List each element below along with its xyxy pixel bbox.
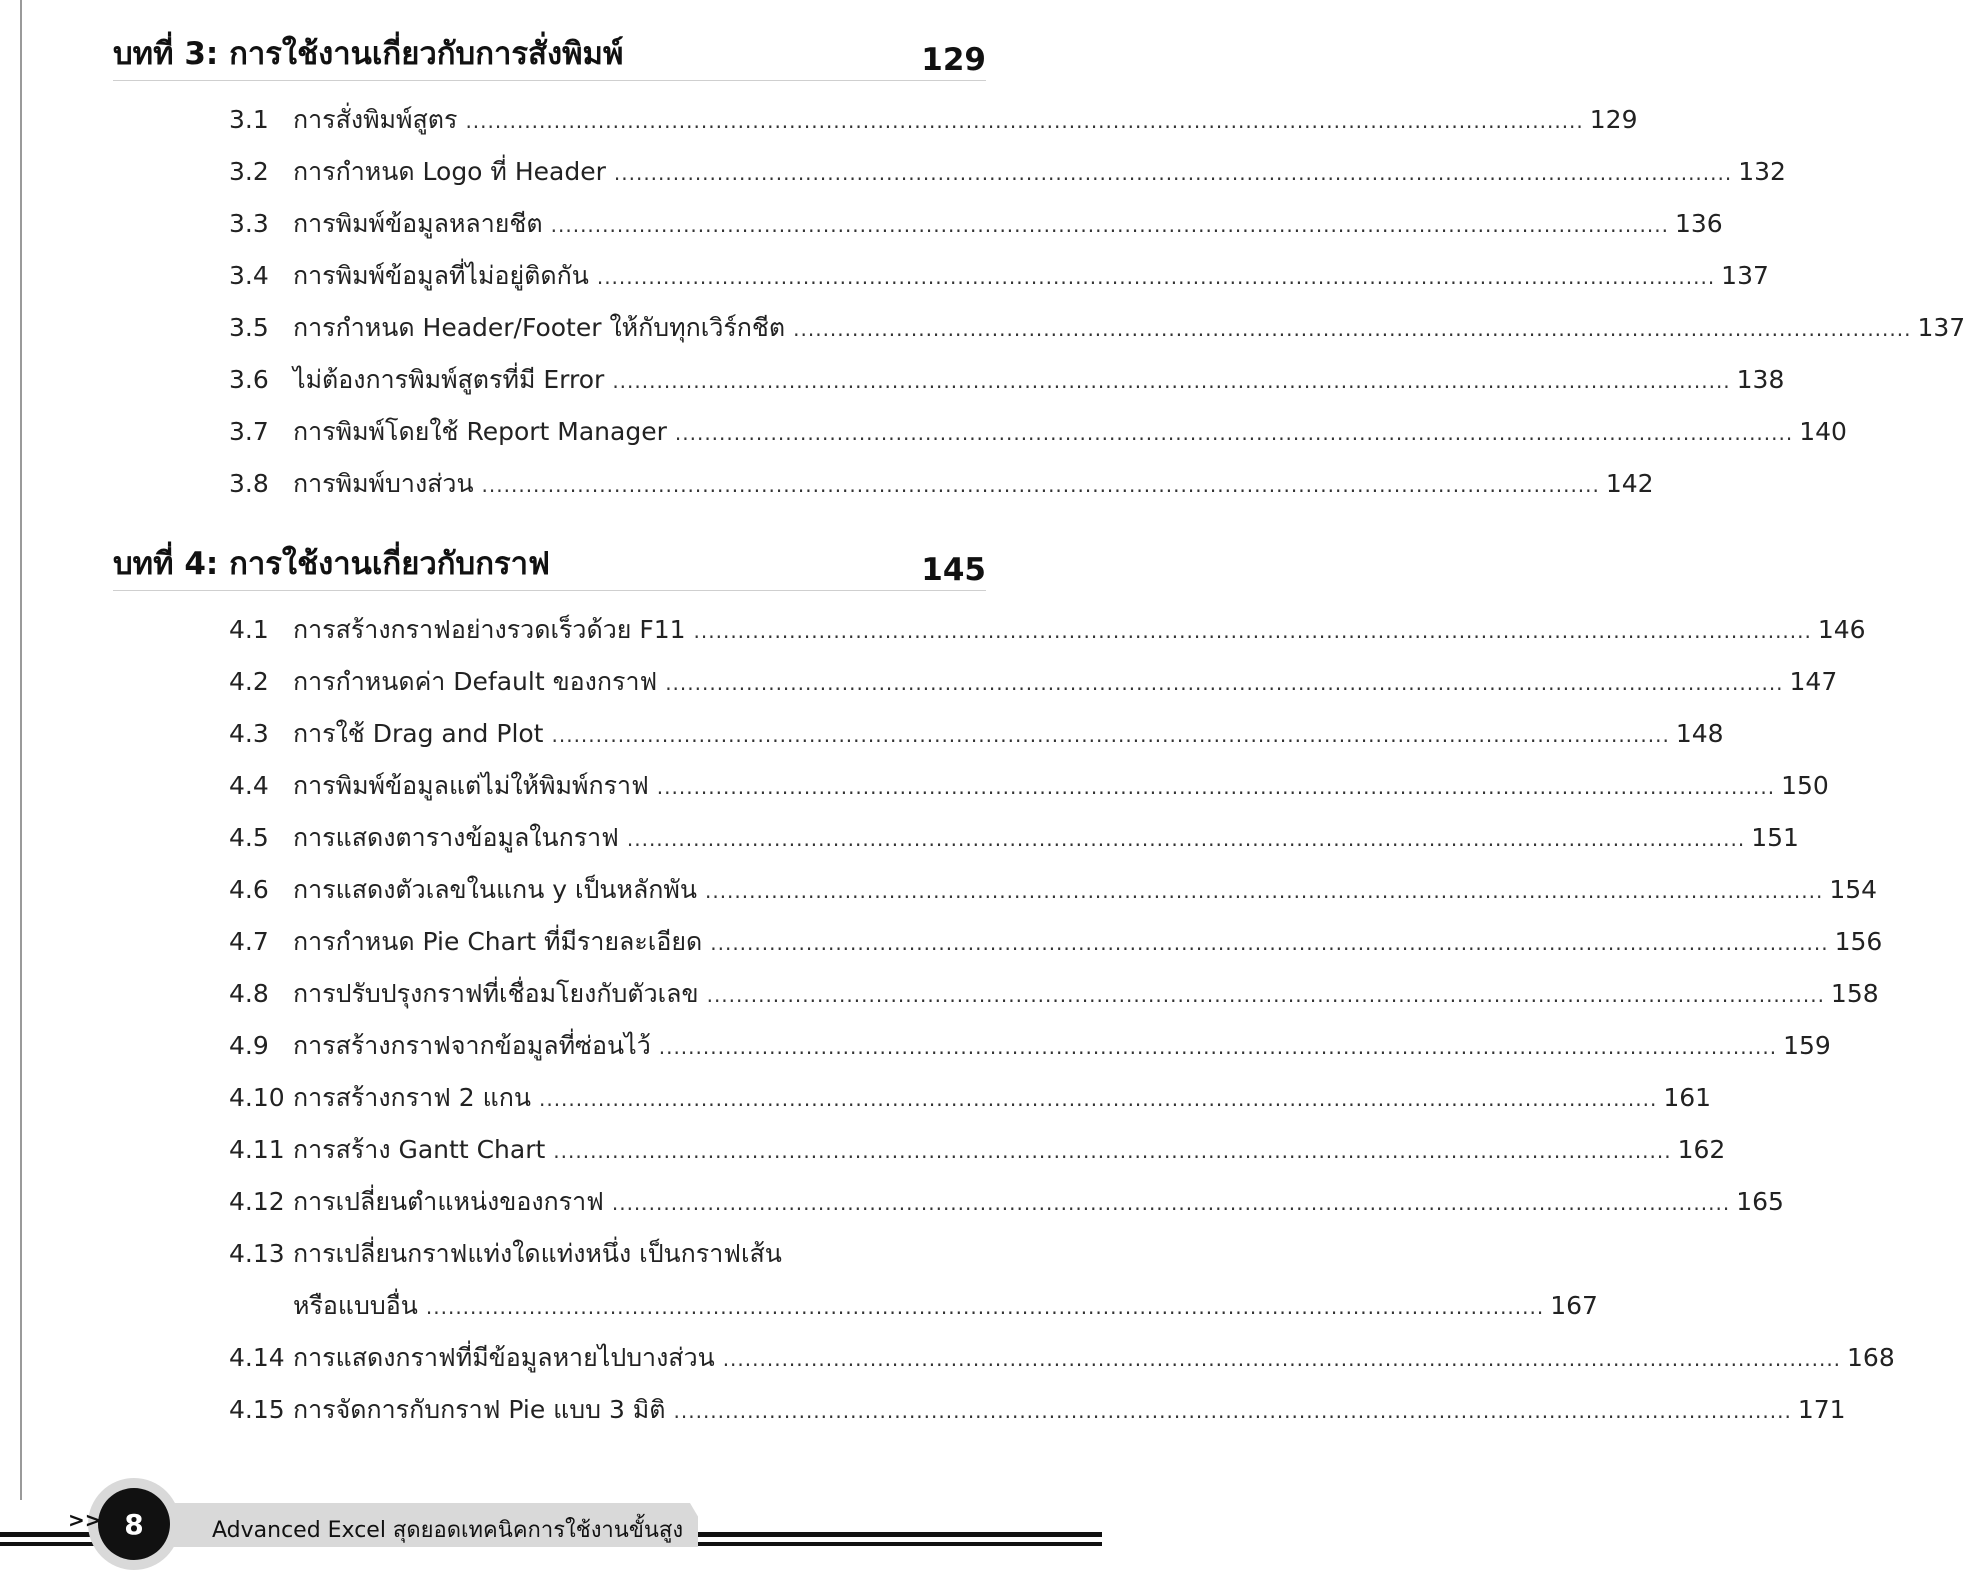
entry-number: 4.6	[229, 875, 269, 904]
dot-leader: ........................................................................................................................................................	[465, 109, 1584, 133]
entry-number: 4.12	[229, 1187, 285, 1216]
entry-title-continued: หรือแบบอื่น	[293, 1291, 418, 1320]
entry-page: 154	[1829, 875, 1878, 904]
entry-title: การแสดงตารางข้อมูลในกราฟ	[293, 823, 619, 852]
toc-entry[interactable]	[229, 152, 1786, 192]
toc-entry[interactable]	[229, 766, 1829, 806]
entry-page: 161	[1663, 1083, 1712, 1112]
entry-page: 156	[1834, 927, 1883, 956]
entry-page: 167	[1550, 1291, 1598, 1320]
dot-leader: ........................................................................................................................................................	[793, 317, 1912, 341]
entry-number: 3.8	[229, 469, 269, 498]
entry-title: การกำหนด Header/Footer ให้กับทุกเวิร์กชีต	[293, 313, 786, 342]
dot-leader: ........................................................................................................................................................	[481, 473, 1600, 497]
entry-title: การสร้างกราฟ 2 แกน	[293, 1083, 531, 1112]
dot-leader: ........................................................................................................................................................	[551, 723, 1670, 747]
dot-leader: ........................................................................................................................................................	[613, 161, 1733, 185]
entry-title: การพิมพ์ข้อมูลแต่ไม่ให้พิมพ์กราฟ	[293, 771, 649, 800]
entry-page: 137	[1917, 313, 1965, 342]
toc-entry[interactable]	[229, 100, 1638, 140]
entry-number: 4.7	[229, 927, 269, 956]
entry-number: 4.9	[229, 1031, 269, 1060]
entry-number: 3.2	[229, 157, 269, 186]
entry-page: 147	[1789, 667, 1838, 696]
entry-title: การพิมพ์ข้อมูลหลายชีต	[293, 209, 543, 238]
entry-page: 140	[1799, 417, 1847, 446]
entry-number: 4.2	[229, 667, 269, 696]
chapter-4-heading	[113, 540, 986, 591]
toc-entry[interactable]	[229, 308, 1965, 348]
toc-entry[interactable]	[229, 1234, 985, 1274]
entry-number: 3.4	[229, 261, 269, 290]
dot-leader: ........................................................................................................................................................	[722, 1347, 1842, 1371]
dot-leader: ........................................................................................................................................................	[704, 879, 1824, 903]
footer-book-title: Advanced Excel สุดยอดเทคนิคการใช้งานขั้นสูง	[212, 1518, 684, 1543]
toc-entry[interactable]	[229, 204, 1723, 244]
entry-page: 151	[1751, 823, 1799, 852]
dot-leader: ........................................................................................................................................................	[550, 213, 1669, 237]
entry-title: การกำหนด Pie Chart ที่มีรายละเอียด	[293, 927, 703, 956]
dot-leader: ........................................................................................................................................................	[673, 1399, 1792, 1423]
toc-entry[interactable]	[229, 1390, 1846, 1430]
entry-title: การปรับปรุงกราฟที่เชื่อมโยงกับตัวเลข	[293, 979, 699, 1008]
entry-number: 4.13	[229, 1239, 285, 1268]
dot-leader: ........................................................................................................................................................	[693, 619, 1812, 643]
chapter-title: บทที่ 4: การใช้งานเกี่ยวกับกราฟ	[113, 546, 550, 582]
dot-leader: ........................................................................................................................................................	[706, 983, 1825, 1007]
chapter-page: 129	[921, 42, 986, 78]
toc-entry[interactable]	[229, 464, 1654, 504]
toc-entry[interactable]	[229, 412, 1847, 452]
entry-title: การแสดงกราฟที่มีข้อมูลหายไปบางส่วน	[293, 1343, 715, 1372]
entry-title: การกำหนดค่า Default ของกราฟ	[293, 667, 658, 696]
entry-title: ไม่ต้องการพิมพ์สูตรที่มี Error	[293, 365, 605, 394]
entry-page: 138	[1736, 365, 1785, 394]
entry-title: การพิมพ์ข้อมูลที่ไม่อยู่ติดกัน	[293, 261, 589, 290]
toc-entry[interactable]	[229, 922, 1883, 962]
dot-leader: ........................................................................................................................................................	[626, 827, 1746, 851]
entry-title: การกำหนด Logo ที่ Header	[293, 157, 606, 186]
entry-page: 159	[1783, 1031, 1831, 1060]
entry-number: 4.1	[229, 615, 269, 644]
entry-page: 165	[1736, 1187, 1784, 1216]
dot-leader: ........................................................................................................................................................	[674, 421, 1794, 445]
toc-entry[interactable]	[229, 974, 1879, 1014]
entry-number: 4.11	[229, 1135, 285, 1164]
toc-entry[interactable]	[229, 870, 1878, 910]
entry-number: 4.14	[229, 1343, 285, 1372]
entry-number: 4.4	[229, 771, 269, 800]
entry-title: การใช้ Drag and Plot	[293, 719, 544, 748]
dot-leader: ........................................................................................................................................................	[538, 1087, 1658, 1111]
toc-entry[interactable]	[229, 714, 1724, 754]
entry-number: 3.7	[229, 417, 269, 446]
entry-number: 4.8	[229, 979, 269, 1008]
page-number-badge: 8	[98, 1488, 170, 1560]
entry-page: 158	[1830, 979, 1879, 1008]
entry-number: 4.5	[229, 823, 269, 852]
toc-entry[interactable]	[229, 1182, 1784, 1222]
chapter-3-heading	[113, 30, 986, 81]
toc-entry[interactable]	[229, 1078, 1712, 1118]
entry-title: การเปลี่ยนตำแหน่งของกราฟ	[293, 1187, 604, 1216]
entry-page: 162	[1677, 1135, 1726, 1164]
dot-leader: ........................................................................................................................................................	[425, 1295, 1545, 1319]
entry-title: การแสดงตัวเลขในแกน y เป็นหลักพัน	[293, 875, 697, 904]
left-margin-rule	[20, 0, 22, 1500]
double-arrow-icon: >>	[68, 1508, 102, 1532]
entry-page: 168	[1847, 1343, 1895, 1372]
entry-title: การสร้าง Gantt Chart	[293, 1135, 546, 1164]
toc-entry[interactable]	[229, 610, 1866, 650]
entry-title: การเปลี่ยนกราฟแท่งใดแท่งหนึ่ง เป็นกราฟเส้น	[293, 1239, 782, 1268]
dot-leader: ........................................................................................................................................................	[553, 1139, 1672, 1163]
toc-entry[interactable]	[229, 1130, 1726, 1170]
dot-leader: ........................................................................................................................................................	[658, 1035, 1778, 1059]
entry-title: การสร้างกราฟอย่างรวดเร็วด้วย F11	[293, 615, 686, 644]
toc-entry[interactable]	[229, 256, 1769, 296]
toc-entry[interactable]	[229, 662, 1838, 702]
dot-leader: ........................................................................................................................................................	[665, 671, 1784, 695]
entry-title: การสั่งพิมพ์สูตร	[293, 105, 458, 134]
entry-page: 132	[1738, 157, 1786, 186]
entry-number: 4.10	[229, 1083, 285, 1112]
entry-number: 4.15	[229, 1395, 285, 1424]
entry-page: 129	[1589, 105, 1638, 134]
toc-entry[interactable]	[229, 818, 1799, 858]
entry-page: 171	[1797, 1395, 1846, 1424]
chapter-page: 145	[921, 552, 986, 588]
toc-entry[interactable]	[229, 1026, 1831, 1066]
entry-number: 3.3	[229, 209, 269, 238]
entry-page: 137	[1721, 261, 1769, 290]
entry-title: การสร้างกราฟจากข้อมูลที่ซ่อนไว้	[293, 1031, 651, 1060]
dot-leader: ........................................................................................................................................................	[710, 931, 1829, 955]
entry-page: 148	[1675, 719, 1724, 748]
entry-title: การพิมพ์บางส่วน	[293, 469, 474, 498]
entry-page: 142	[1605, 469, 1654, 498]
entry-number: 4.3	[229, 719, 269, 748]
entry-number: 3.1	[229, 105, 269, 134]
entry-page: 136	[1674, 209, 1723, 238]
dot-leader: ........................................................................................................................................................	[611, 1191, 1731, 1215]
toc-entry-continuation[interactable]	[293, 1286, 1598, 1326]
dot-leader: ........................................................................................................................................................	[656, 775, 1776, 799]
entry-page: 150	[1781, 771, 1829, 800]
chapter-title: บทที่ 3: การใช้งานเกี่ยวกับการสั่งพิมพ์	[113, 36, 624, 72]
toc-entry[interactable]	[229, 1338, 1895, 1378]
entry-page: 146	[1817, 615, 1866, 644]
entry-title: การจัดการกับกราฟ Pie แบบ 3 มิติ	[293, 1395, 666, 1424]
entry-number: 3.6	[229, 365, 269, 394]
entry-number: 3.5	[229, 313, 269, 342]
dot-leader: ........................................................................................................................................................	[596, 265, 1716, 289]
toc-entry[interactable]	[229, 360, 1785, 400]
entry-title: การพิมพ์โดยใช้ Report Manager	[293, 417, 667, 446]
dot-leader: ........................................................................................................................................................	[612, 369, 1731, 393]
